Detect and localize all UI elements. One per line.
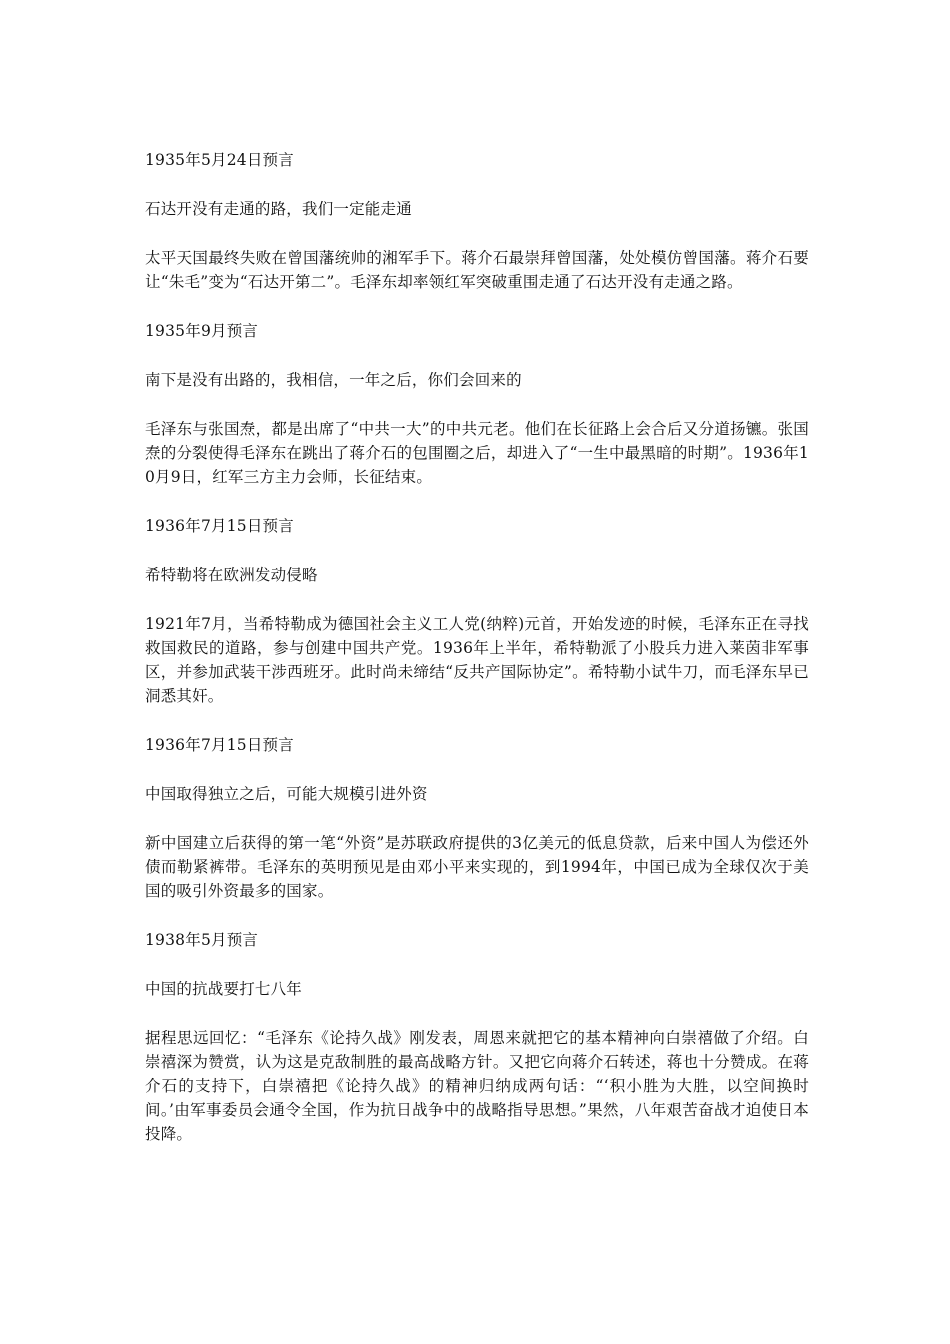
entry-5-prediction: 中国的抗战要打七八年 — [145, 980, 303, 998]
entry-4-prediction: 中国取得独立之后，可能大规模引进外资 — [145, 785, 428, 803]
entry-3-prediction: 希特勒将在欧洲发动侵略 — [145, 566, 318, 584]
entry-4-date: 1936年7月15日预言 — [145, 736, 294, 754]
entry-5-date: 1938年5月预言 — [145, 931, 259, 949]
entry-4-body: 新中国建立后获得的第一笔“外资”是苏联政府提供的3亿美元的低息贷款，后来中国人为偿还外债而勒紧裤带。毛泽东的英明预见是由邓小平来实现的，到1994年，中国已成为全球仅次于美国的吸引外资最多的国家。 — [145, 834, 809, 900]
entry-1-date: 1935年5月24日预言 — [145, 151, 294, 169]
entry-1-body: 太平天国最终失败在曾国藩统帅的湘军手下。蒋介石最崇拜曾国藩，处处模仿曾国藩。蒋介石要让“朱毛”变为“石达开第二”。毛泽东却率领红军突破重围走通了石达开没有走通之路。 — [145, 249, 809, 291]
entry-3-date: 1936年7月15日预言 — [145, 517, 294, 535]
entry-1-prediction: 石达开没有走通的路，我们一定能走通 — [145, 200, 412, 218]
entry-3-body: 1921年7月，当希特勒成为德国社会主义工人党(纳粹)元首，开始发迹的时候，毛泽东正在寻找救国救民的道路，参与创建中国共产党。1936年上半年，希特勒派了小股兵力进入莱茵非军事区，并参加武装干涉西班牙。此时尚未缔结“反共产国际协定”。希特勒小试牛刀，而毛泽东早已洞悉其奸。 — [145, 615, 809, 705]
entry-2-body: 毛泽东与张国焘，都是出席了“中共一大”的中共元老。他们在长征路上会合后又分道扬镳。张国焘的分裂使得毛泽东在跳出了蒋介石的包围圈之后，却进入了“一生中最黑暗的时期”。1936年10月9日，红军三方主力会师，长征结束。 — [145, 420, 809, 486]
entry-5-body: 据程思远回忆：“毛泽东《论持久战》刚发表，周恩来就把它的基本精神向白崇禧做了介绍。白崇禧深为赞赏，认为这是克敌制胜的最高战略方针。又把它向蒋介石转述，蒋也十分赞成。在蒋介石的支持下，白崇禧把《论持久战》的精神归纳成两句话：“‘积小胜为大胜，以空间换时间。’由军事委员会通令全国，作为抗日战争中的战略指导思想。”果然，八年艰苦奋战才迫使日本投降。 — [145, 1029, 809, 1143]
entry-2-date: 1935年9月预言 — [145, 322, 259, 340]
document-body — [145, 148, 809, 1171]
entry-2-prediction: 南下是没有出路的，我相信，一年之后，你们会回来的 — [145, 371, 522, 389]
